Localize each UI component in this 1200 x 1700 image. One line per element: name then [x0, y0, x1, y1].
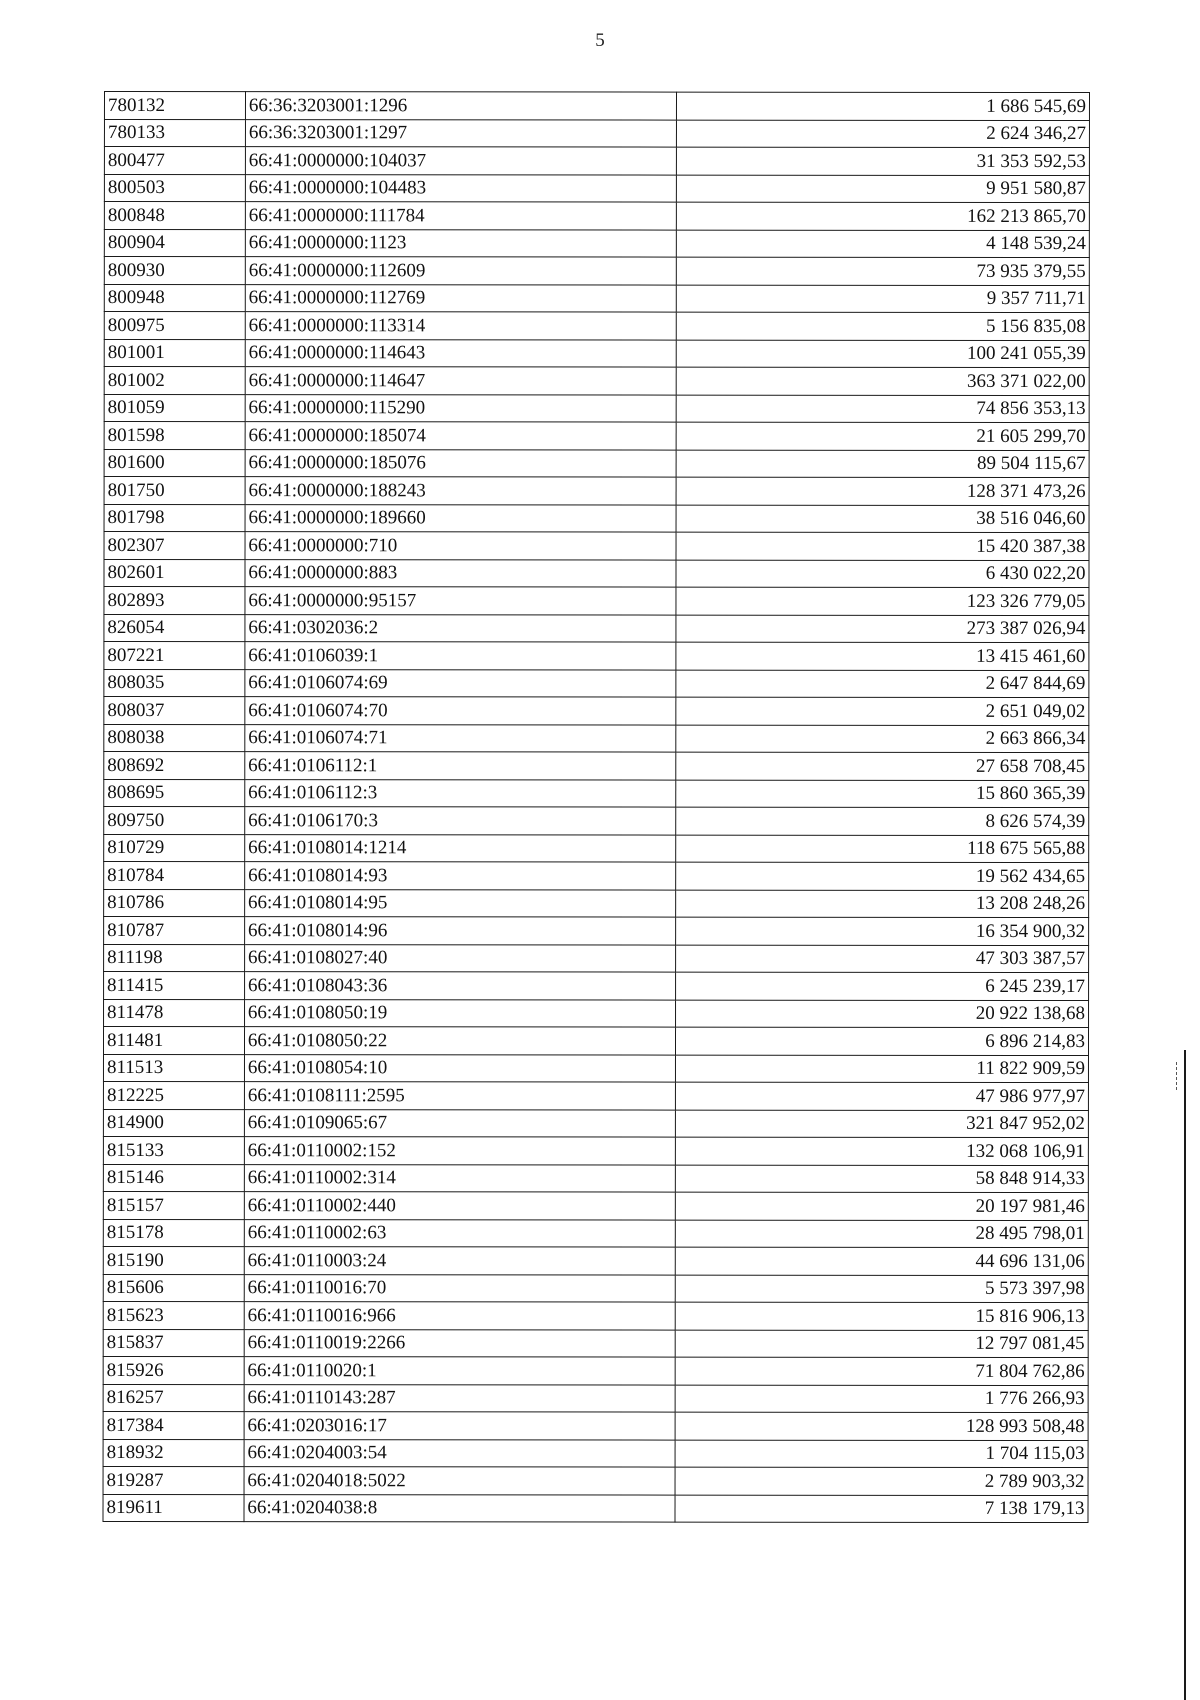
table-row — [103, 1494, 1088, 1523]
table-row — [104, 202, 1089, 231]
table-row — [104, 724, 1089, 753]
cadastral-number-cell: 66:41:0110016:966 — [244, 1302, 675, 1330]
object-id-cell: 814900 — [103, 1109, 244, 1137]
object-id-cell: 800848 — [104, 202, 245, 230]
object-id-cell: 815606 — [103, 1274, 244, 1302]
cadastral-value-cell: 47 303 387,57 — [676, 945, 1089, 973]
cadastral-number-cell: 66:41:0106112:3 — [245, 779, 676, 807]
cadastral-number-cell: 66:41:0108111:2595 — [244, 1082, 675, 1110]
object-id-cell: 812225 — [103, 1082, 244, 1110]
object-id-cell: 800948 — [104, 284, 245, 312]
object-id-cell: 801598 — [104, 422, 245, 450]
object-id-cell: 802893 — [104, 587, 245, 615]
cadastral-number-cell: 66:41:0108014:93 — [245, 862, 676, 890]
object-id-cell: 811513 — [103, 1054, 244, 1082]
cadastral-number-cell: 66:41:0110020:1 — [244, 1357, 675, 1385]
object-id-cell: 815178 — [103, 1219, 244, 1247]
cadastral-value-cell: 13 415 461,60 — [676, 642, 1089, 670]
cadastral-value-cell: 16 354 900,32 — [676, 917, 1089, 945]
object-id-cell: 811198 — [104, 944, 245, 972]
cadastral-value-cell: 128 371 473,26 — [676, 477, 1089, 505]
cadastral-value-cell: 71 804 762,86 — [675, 1357, 1088, 1385]
cadastral-number-cell: 66:41:0106074:70 — [245, 697, 676, 725]
cadastral-number-cell: 66:41:0106170:3 — [245, 807, 676, 835]
object-id-cell: 815926 — [103, 1356, 244, 1384]
cadastral-value-cell: 47 986 977,97 — [676, 1082, 1089, 1110]
table-row — [104, 697, 1089, 726]
table-row — [103, 1027, 1088, 1056]
object-id-cell: 801798 — [104, 504, 245, 532]
valuation-table — [103, 91, 1090, 1523]
table-row — [103, 1246, 1088, 1275]
object-id-cell: 811481 — [103, 1027, 244, 1055]
table-row — [104, 422, 1089, 451]
cadastral-value-cell: 363 371 022,00 — [676, 367, 1089, 395]
table-row — [104, 284, 1089, 313]
cadastral-value-cell: 128 993 508,48 — [675, 1412, 1088, 1440]
page-number: 5 — [595, 30, 605, 51]
table-row — [104, 779, 1089, 808]
cadastral-number-cell: 66:41:0108054:10 — [244, 1054, 675, 1082]
cadastral-value-cell: 20 922 138,68 — [676, 1000, 1089, 1028]
table-row — [104, 972, 1089, 1001]
cadastral-value-cell: 273 387 026,94 — [676, 615, 1089, 643]
object-id-cell: 801750 — [104, 477, 245, 505]
table-row — [103, 1411, 1088, 1440]
table-row — [103, 1384, 1088, 1413]
cadastral-number-cell: 66:41:0204038:8 — [244, 1494, 675, 1522]
table-row — [103, 1054, 1088, 1083]
object-id-cell: 801059 — [104, 394, 245, 422]
cadastral-number-cell: 66:41:0108014:96 — [244, 917, 675, 945]
cadastral-number-cell: 66:41:0000000:113314 — [245, 312, 676, 340]
object-id-cell: 780133 — [104, 119, 245, 147]
object-id-cell: 815157 — [103, 1191, 244, 1219]
cadastral-number-cell: 66:41:0106074:71 — [245, 724, 676, 752]
object-id-cell: 810784 — [104, 862, 245, 890]
cadastral-value-cell: 100 241 055,39 — [676, 340, 1089, 368]
cadastral-value-cell: 11 822 909,59 — [676, 1055, 1089, 1083]
table-row — [104, 834, 1089, 863]
table-row — [103, 1274, 1088, 1303]
table-row — [104, 999, 1089, 1028]
object-id-cell: 802601 — [104, 559, 245, 587]
cadastral-value-cell: 73 935 379,55 — [677, 257, 1090, 285]
cadastral-number-cell: 66:41:0108043:36 — [244, 972, 675, 1000]
cadastral-number-cell: 66:41:0110019:2266 — [244, 1329, 675, 1357]
object-id-cell: 815623 — [103, 1301, 244, 1329]
cadastral-value-cell: 1 686 545,69 — [677, 92, 1090, 120]
cadastral-number-cell: 66:41:0000000:185074 — [245, 422, 676, 450]
object-id-cell: 808035 — [104, 669, 245, 697]
cadastral-value-cell: 74 856 353,13 — [676, 395, 1089, 423]
cadastral-value-cell: 6 245 239,17 — [676, 972, 1089, 1000]
cadastral-number-cell: 66:41:0204018:5022 — [244, 1467, 675, 1495]
cadastral-value-cell: 9 357 711,71 — [676, 285, 1089, 313]
object-id-cell: 800930 — [104, 257, 245, 285]
cadastral-number-cell: 66:41:0000000:114643 — [245, 339, 676, 367]
cadastral-value-cell: 6 896 214,83 — [676, 1027, 1089, 1055]
table-row — [104, 862, 1089, 891]
cadastral-number-cell: 66:41:0000000:883 — [245, 559, 676, 587]
table-row — [104, 642, 1089, 671]
cadastral-value-cell: 58 848 914,33 — [676, 1165, 1089, 1193]
object-id-cell: 800477 — [104, 147, 245, 175]
object-id-cell: 811415 — [104, 972, 245, 1000]
table-row — [104, 312, 1089, 341]
table-row — [103, 1082, 1088, 1111]
cadastral-value-cell: 132 068 106,91 — [676, 1137, 1089, 1165]
table-row — [104, 807, 1089, 836]
cadastral-value-cell: 12 797 081,45 — [675, 1330, 1088, 1358]
object-id-cell: 801001 — [104, 339, 245, 367]
object-id-cell: 800904 — [104, 229, 245, 257]
cadastral-number-cell: 66:41:0110002:63 — [244, 1219, 675, 1247]
cadastral-number-cell: 66:41:0106074:69 — [245, 669, 676, 697]
cadastral-value-cell: 5 156 835,08 — [676, 312, 1089, 340]
object-id-cell: 801002 — [104, 367, 245, 395]
table-row — [104, 587, 1089, 616]
object-id-cell: 780132 — [104, 92, 245, 120]
cadastral-number-cell: 66:41:0000000:188243 — [245, 477, 676, 505]
cadastral-value-cell: 20 197 981,46 — [676, 1192, 1089, 1220]
cadastral-number-cell: 66:41:0106112:1 — [245, 752, 676, 780]
table-row — [103, 1191, 1088, 1220]
cadastral-value-cell: 2 624 346,27 — [677, 120, 1090, 148]
object-id-cell: 818932 — [103, 1439, 244, 1467]
cadastral-number-cell: 66:41:0302036:2 — [245, 614, 676, 642]
cadastral-number-cell: 66:41:0108014:1214 — [245, 834, 676, 862]
object-id-cell: 801600 — [104, 449, 245, 477]
table-row — [104, 477, 1089, 506]
cadastral-value-cell: 1 704 115,03 — [675, 1440, 1088, 1468]
cadastral-value-cell: 28 495 798,01 — [675, 1220, 1088, 1248]
object-id-cell: 815146 — [103, 1164, 244, 1192]
object-id-cell: 808695 — [104, 779, 245, 807]
cadastral-number-cell: 66:36:3203001:1296 — [245, 92, 676, 120]
table-row — [103, 1356, 1088, 1385]
object-id-cell: 810729 — [104, 834, 245, 862]
object-id-cell: 810787 — [104, 917, 245, 945]
cadastral-value-cell: 6 430 022,20 — [676, 560, 1089, 588]
table-row — [104, 532, 1089, 561]
cadastral-number-cell: 66:41:0108014:95 — [245, 889, 676, 917]
table-row — [103, 1301, 1088, 1330]
table-row — [104, 174, 1089, 203]
table-row — [103, 1164, 1088, 1193]
object-id-cell: 815837 — [103, 1329, 244, 1357]
cadastral-number-cell: 66:41:0000000:710 — [245, 532, 676, 560]
object-id-cell: 819611 — [103, 1494, 244, 1522]
cadastral-number-cell: 66:41:0000000:112609 — [245, 257, 676, 285]
table-row — [104, 917, 1089, 946]
object-id-cell: 826054 — [104, 614, 245, 642]
cadastral-value-cell: 44 696 131,06 — [675, 1247, 1088, 1275]
cadastral-value-cell: 89 504 115,67 — [676, 450, 1089, 478]
object-id-cell: 802307 — [104, 532, 245, 560]
table-row — [104, 944, 1089, 973]
object-id-cell: 800975 — [104, 312, 245, 340]
table-row — [104, 752, 1089, 781]
table-row — [103, 1329, 1088, 1358]
object-id-cell: 808692 — [104, 752, 245, 780]
cadastral-number-cell: 66:41:0110016:70 — [244, 1274, 675, 1302]
object-id-cell: 811478 — [104, 999, 245, 1027]
table-row — [104, 339, 1089, 368]
cadastral-number-cell: 66:41:0000000:104483 — [245, 174, 676, 202]
table-row — [104, 229, 1089, 258]
table-row — [104, 559, 1089, 588]
cadastral-value-cell: 7 138 179,13 — [675, 1495, 1088, 1523]
table-row — [103, 1466, 1088, 1495]
object-id-cell: 819287 — [103, 1466, 244, 1494]
cadastral-value-cell: 15 860 365,39 — [676, 780, 1089, 808]
cadastral-number-cell: 66:36:3203001:1297 — [245, 119, 676, 147]
cadastral-value-cell: 8 626 574,39 — [676, 807, 1089, 835]
table-row — [104, 147, 1089, 176]
cadastral-number-cell: 66:41:0108027:40 — [244, 944, 675, 972]
cadastral-number-cell: 66:41:0108050:19 — [244, 999, 675, 1027]
table-row — [103, 1219, 1088, 1248]
table-row — [103, 1137, 1088, 1166]
cadastral-number-cell: 66:41:0000000:112769 — [245, 284, 676, 312]
table-row — [104, 669, 1089, 698]
object-id-cell: 808037 — [104, 697, 245, 725]
cadastral-number-cell: 66:41:0000000:115290 — [245, 394, 676, 422]
cadastral-number-cell: 66:41:0110002:440 — [244, 1192, 675, 1220]
table-row — [104, 449, 1089, 478]
cadastral-number-cell: 66:41:0110003:24 — [244, 1247, 675, 1275]
table-row — [104, 257, 1089, 286]
cadastral-number-cell: 66:41:0000000:189660 — [245, 504, 676, 532]
cadastral-number-cell: 66:41:0000000:1123 — [245, 229, 676, 257]
table-row — [103, 1439, 1088, 1468]
cadastral-value-cell: 2 663 866,34 — [676, 725, 1089, 753]
cadastral-value-cell: 2 789 903,32 — [675, 1467, 1088, 1495]
object-id-cell: 815133 — [103, 1137, 244, 1165]
cadastral-number-cell: 66:41:0000000:95157 — [245, 587, 676, 615]
cadastral-value-cell: 2 651 049,02 — [676, 697, 1089, 725]
cadastral-number-cell: 66:41:0110143:287 — [244, 1384, 675, 1412]
cadastral-value-cell: 19 562 434,65 — [676, 862, 1089, 890]
cadastral-number-cell: 66:41:0106039:1 — [245, 642, 676, 670]
table-row — [104, 367, 1089, 396]
table-row — [104, 614, 1089, 643]
cadastral-number-cell: 66:41:0000000:104037 — [245, 147, 676, 175]
cadastral-value-cell: 15 816 906,13 — [675, 1302, 1088, 1330]
cadastral-number-cell: 66:41:0000000:114647 — [245, 367, 676, 395]
cadastral-number-cell: 66:41:0109065:67 — [244, 1109, 675, 1137]
object-id-cell: 815190 — [103, 1246, 244, 1274]
cadastral-value-cell: 21 605 299,70 — [676, 422, 1089, 450]
cadastral-value-cell: 2 647 844,69 — [676, 670, 1089, 698]
cadastral-value-cell: 9 951 580,87 — [677, 175, 1090, 203]
table-row — [104, 504, 1089, 533]
table-row — [104, 119, 1089, 148]
cadastral-number-cell: 66:41:0000000:185076 — [245, 449, 676, 477]
cadastral-value-cell: 1 776 266,93 — [675, 1385, 1088, 1413]
cadastral-number-cell: 66:41:0203016:17 — [244, 1412, 675, 1440]
cadastral-value-cell: 162 213 865,70 — [677, 202, 1090, 230]
cadastral-value-cell: 5 573 397,98 — [675, 1275, 1088, 1303]
cadastral-number-cell: 66:41:0108050:22 — [244, 1027, 675, 1055]
cadastral-number-cell: 66:41:0110002:152 — [244, 1137, 675, 1165]
cadastral-value-cell: 321 847 952,02 — [676, 1110, 1089, 1138]
cadastral-value-cell: 15 420 387,38 — [676, 532, 1089, 560]
object-id-cell: 816257 — [103, 1384, 244, 1412]
cadastral-value-cell: 27 658 708,45 — [676, 752, 1089, 780]
cadastral-number-cell: 66:41:0204003:54 — [244, 1439, 675, 1467]
object-id-cell: 809750 — [104, 807, 245, 835]
cadastral-value-cell: 123 326 779,05 — [676, 587, 1089, 615]
cadastral-value-cell: 13 208 248,26 — [676, 890, 1089, 918]
table-row — [104, 889, 1089, 918]
object-id-cell: 807221 — [104, 642, 245, 670]
object-id-cell: 810786 — [104, 889, 245, 917]
scan-dash-mark — [1176, 1062, 1178, 1090]
object-id-cell: 817384 — [103, 1411, 244, 1439]
cadastral-number-cell: 66:41:0000000:111784 — [245, 202, 676, 230]
cadastral-value-cell: 31 353 592,53 — [677, 147, 1090, 175]
table-row — [103, 1109, 1088, 1138]
cadastral-value-cell: 4 148 539,24 — [677, 230, 1090, 258]
table-row — [104, 92, 1089, 121]
scan-edge-line — [1184, 1050, 1186, 1700]
cadastral-value-cell: 38 516 046,60 — [676, 505, 1089, 533]
cadastral-number-cell: 66:41:0110002:314 — [244, 1164, 675, 1192]
object-id-cell: 808038 — [104, 724, 245, 752]
cadastral-value-cell: 118 675 565,88 — [676, 835, 1089, 863]
object-id-cell: 800503 — [104, 174, 245, 202]
table-body — [103, 92, 1089, 1523]
table-row — [104, 394, 1089, 423]
